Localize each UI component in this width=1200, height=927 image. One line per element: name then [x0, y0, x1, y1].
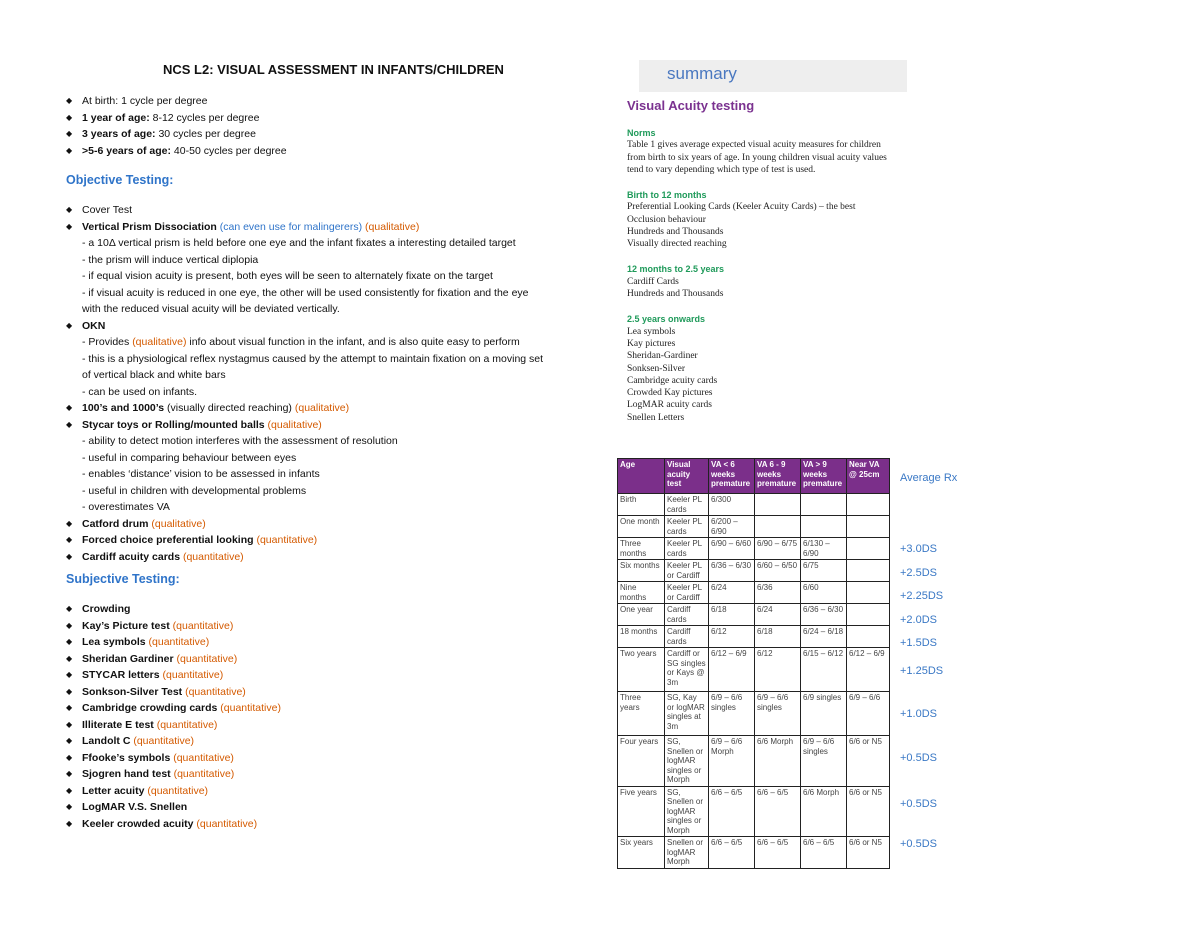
table-row: [618, 736, 890, 787]
col-near-va: Near VA @ 25cm: [847, 459, 890, 494]
group-item: Hundreds and Thousands: [627, 226, 724, 237]
milestone-list: [66, 93, 287, 159]
table-cell: Keeler PL or Cardiff: [665, 582, 709, 604]
list-item: ◆ At birth: 1 cycle per degree: [66, 93, 287, 110]
group-item: Sonksen-Silver: [627, 363, 686, 374]
col-va-gt9: VA > 9 weeks premature: [801, 459, 847, 494]
table-cell: 6/12: [709, 626, 755, 648]
table-cell: 6/18: [709, 604, 755, 626]
table-cell: 6/75: [801, 560, 847, 582]
norms-section: [627, 127, 917, 176]
table-cell: 6/60: [801, 582, 847, 604]
table-cell: 6/36 – 6/30: [801, 604, 847, 626]
table-cell: 6/15 – 6/12: [801, 648, 847, 692]
table-cell: Keeler PL cards: [665, 516, 709, 538]
table-row: [618, 626, 890, 648]
group-item: Hundreds and Thousands: [627, 289, 724, 300]
va-table: [617, 458, 890, 869]
norms-line: Table 1 gives average expected visual acuity measures for children: [627, 140, 881, 151]
group-item: Sheridan-Gardiner: [627, 351, 698, 362]
table-cell: 6/9 – 6/6: [847, 692, 890, 736]
group-item: Occlusion behaviour: [627, 214, 706, 225]
norms-heading: Norms: [627, 128, 656, 138]
list-item: ◆ Forced choice preferential looking (quantitative): [66, 532, 543, 549]
objective-list: [66, 202, 543, 565]
group-item: LogMAR acuity cards: [627, 400, 712, 411]
table-cell: [847, 516, 890, 538]
norms-line: tend to vary depending which type of test is used.: [627, 164, 816, 175]
list-item: ◆ Vertical Prism Dissociation (can even use for malingerers) (qualitative) - a 10Δ vertical prism is held before one eye and the infant fixates a interesting detailed target - the prism will induce vertical diplopia - if equal vision acuity is present, both eyes will be seen to alternately fixate on the target - if visual acuity is reduced in one eye, the other will be used consistently for fixation and the eye with the reduced visual acuity will be deviated vertically.: [66, 219, 543, 318]
table-row: [618, 516, 890, 538]
table-cell: [847, 494, 890, 516]
rx-value: +1.25DS: [900, 665, 944, 677]
rx-value: +2.5DS: [900, 567, 937, 579]
table-cell: Snellen or logMAR Morph: [665, 837, 709, 869]
table-row: [618, 692, 890, 736]
table-cell: 6/90 – 6/75: [755, 538, 801, 560]
table-cell: [847, 626, 890, 648]
table-cell: 6/24: [709, 582, 755, 604]
group-item: Preferential Looking Cards (Keeler Acuity Cards) – the best: [627, 202, 856, 213]
rx-value: +0.5DS: [900, 752, 937, 764]
group-item: Crowded Kay pictures: [627, 388, 713, 399]
list-item: ◆ Keeler crowded acuity (quantitative): [66, 816, 281, 833]
table-cell: 6/130 – 6/90: [801, 538, 847, 560]
table-cell: 6/12 – 6/9: [847, 648, 890, 692]
list-item: ◆ Cardiff acuity cards (quantitative): [66, 549, 543, 566]
table-cell: One month: [618, 516, 665, 538]
table-row: [618, 560, 890, 582]
table-cell: 6/90 – 6/60: [709, 538, 755, 560]
test-group: [627, 313, 917, 424]
table-cell: SG, Snellen or logMAR singles or Morph: [665, 736, 709, 787]
group-item: Kay pictures: [627, 338, 676, 349]
table-cell: Keeler PL cards: [665, 538, 709, 560]
table-row: [618, 786, 890, 837]
table-cell: [847, 538, 890, 560]
table-cell: 6/9 – 6/6 singles: [709, 692, 755, 736]
list-item: ◆ Kay’s Picture test (quantitative): [66, 618, 281, 635]
list-item: ◆ Illiterate E test (quantitative): [66, 717, 281, 734]
table-cell: 6/6 – 6/5: [709, 786, 755, 837]
table-cell: Three years: [618, 692, 665, 736]
rx-value: +1.5DS: [900, 637, 937, 649]
list-item: ◆ Cambridge crowding cards (quantitative): [66, 700, 281, 717]
average-rx-heading: Average Rx: [900, 472, 958, 484]
table-cell: Nine months: [618, 582, 665, 604]
table-cell: Two years: [618, 648, 665, 692]
table-cell: 6/6 – 6/5: [755, 837, 801, 869]
test-groups: [627, 189, 917, 437]
list-item: ◆ Ffooke’s symbols (quantitative): [66, 750, 281, 767]
table-cell: [755, 516, 801, 538]
list-item: ◆ Cover Test: [66, 202, 543, 219]
table-cell: 6/6 – 6/5: [755, 786, 801, 837]
group-heading: 12 months to 2.5 years: [627, 264, 725, 275]
col-va-6-9: VA 6 - 9 weeks premature: [755, 459, 801, 494]
subjective-list: [66, 601, 281, 832]
list-item: ◆ 100’s and 1000’s (visually directed reaching) (qualitative): [66, 400, 543, 417]
table-cell: 6/12 – 6/9: [709, 648, 755, 692]
table-cell: [755, 494, 801, 516]
table-cell: 6/6 or N5: [847, 786, 890, 837]
table-cell: 6/18: [755, 626, 801, 648]
table-cell: 6/6 or N5: [847, 837, 890, 869]
table-row: [618, 538, 890, 560]
group-item: Lea symbols: [627, 326, 676, 337]
col-age: Age: [618, 459, 665, 494]
test-group: [627, 263, 917, 300]
table-row: [618, 494, 890, 516]
list-item: ◆ 3 years of age: 30 cycles per degree: [66, 126, 287, 143]
table-cell: Birth: [618, 494, 665, 516]
table-cell: Keeler PL or Cardiff: [665, 560, 709, 582]
list-item: ◆ LogMAR V.S. Snellen: [66, 799, 281, 816]
table-cell: 6/6 Morph: [801, 786, 847, 837]
table-cell: 18 months: [618, 626, 665, 648]
table-header-row: [618, 459, 890, 494]
rx-value: +2.0DS: [900, 614, 937, 626]
table-row: [618, 837, 890, 869]
table-row: [618, 604, 890, 626]
table-cell: 6/6 Morph: [755, 736, 801, 787]
objective-heading: Objective Testing:: [66, 173, 174, 187]
table-cell: Keeler PL cards: [665, 494, 709, 516]
table-cell: 6/36: [755, 582, 801, 604]
table-row: [618, 648, 890, 692]
list-item: ◆ Sonkson-Silver Test (quantitative): [66, 684, 281, 701]
list-item: ◆ 1 year of age: 8-12 cycles per degree: [66, 110, 287, 127]
group-heading: Birth to 12 months: [627, 190, 707, 200]
group-item: Cardiff Cards: [627, 276, 679, 287]
page-title: NCS L2: VISUAL ASSESSMENT IN INFANTS/CHILDREN: [163, 62, 504, 77]
table-cell: SG, Snellen or logMAR singles or Morph: [665, 786, 709, 837]
table-cell: 6/6 or N5: [847, 736, 890, 787]
norms-line: from birth to six years of age. In young children visual acuity values: [627, 152, 887, 163]
table-cell: Three months: [618, 538, 665, 560]
table-cell: Six years: [618, 837, 665, 869]
table-cell: 6/300: [709, 494, 755, 516]
list-item: ◆ Letter acuity (quantitative): [66, 783, 281, 800]
table-cell: Five years: [618, 786, 665, 837]
table-row: [618, 582, 890, 604]
test-group: [627, 189, 917, 250]
group-heading: 2.5 years onwards: [627, 314, 706, 325]
table-cell: [801, 516, 847, 538]
table-cell: 6/9 – 6/6 Morph: [709, 736, 755, 787]
table-cell: [847, 582, 890, 604]
table-cell: 6/24: [755, 604, 801, 626]
list-item: ◆ OKN - Provides (qualitative) info about visual function in the infant, and is also quite easy to perform - this is a physiological reflex nystagmus caused by the attempt to maintain fixation on a moving set of vertical black and white bars - can be used on infants.: [66, 318, 543, 401]
list-item: ◆ Crowding: [66, 601, 281, 618]
rx-value: +1.0DS: [900, 708, 937, 720]
list-item: ◆ STYCAR letters (quantitative): [66, 667, 281, 684]
list-item: ◆ Catford drum (qualitative): [66, 516, 543, 533]
table-cell: 6/24 – 6/18: [801, 626, 847, 648]
rx-value: +0.5DS: [900, 838, 937, 850]
group-item: Cambridge acuity cards: [627, 375, 718, 386]
group-item: Snellen Letters: [627, 412, 685, 423]
table-cell: 6/36 – 6/30: [709, 560, 755, 582]
rx-value: +3.0DS: [900, 543, 937, 555]
group-item: Visually directed reaching: [627, 239, 727, 250]
col-va-lt6: VA < 6 weeks premature: [709, 459, 755, 494]
list-item: ◆ Lea symbols (quantitative): [66, 634, 281, 651]
table-cell: [847, 604, 890, 626]
summary-label: summary: [667, 64, 737, 83]
list-item: ◆ Landolt C (quantitative): [66, 733, 281, 750]
table-cell: Cardiff cards: [665, 626, 709, 648]
rx-value: +2.25DS: [900, 590, 944, 602]
table-cell: 6/9 – 6/6 singles: [755, 692, 801, 736]
table-cell: 6/9 singles: [801, 692, 847, 736]
table-cell: Cardiff cards: [665, 604, 709, 626]
col-test: Visual acuity test: [665, 459, 709, 494]
table-cell: One year: [618, 604, 665, 626]
table-cell: 6/12: [755, 648, 801, 692]
table-cell: SG, Kay or logMAR singles at 3m: [665, 692, 709, 736]
rx-value: +0.5DS: [900, 798, 937, 810]
table-cell: 6/9 – 6/6 singles: [801, 736, 847, 787]
subjective-heading: Subjective Testing:: [66, 572, 180, 586]
table-cell: [801, 494, 847, 516]
list-item: ◆ Stycar toys or Rolling/mounted balls (qualitative) - ability to detect motion interferes with the assessment of resolution - useful in comparing behaviour between eyes - enables ‘distance’ vision to be assessed in infants - useful in children with developmental problems - overestimates VA: [66, 417, 543, 516]
va-testing-title: Visual Acuity testing: [627, 98, 755, 113]
table-cell: Six months: [618, 560, 665, 582]
list-item: ◆ Sjogren hand test (quantitative): [66, 766, 281, 783]
table-cell: 6/200 – 6/90: [709, 516, 755, 538]
list-item: ◆ Sheridan Gardiner (quantitative): [66, 651, 281, 668]
table-cell: 6/6 – 6/5: [709, 837, 755, 869]
list-item: ◆ >5-6 years of age: 40-50 cycles per degree: [66, 143, 287, 160]
table-cell: Cardiff or SG singles or Kays @ 3m: [665, 648, 709, 692]
table-cell: 6/6 – 6/5: [801, 837, 847, 869]
table-cell: [847, 560, 890, 582]
table-cell: 6/60 – 6/50: [755, 560, 801, 582]
table-cell: Four years: [618, 736, 665, 787]
